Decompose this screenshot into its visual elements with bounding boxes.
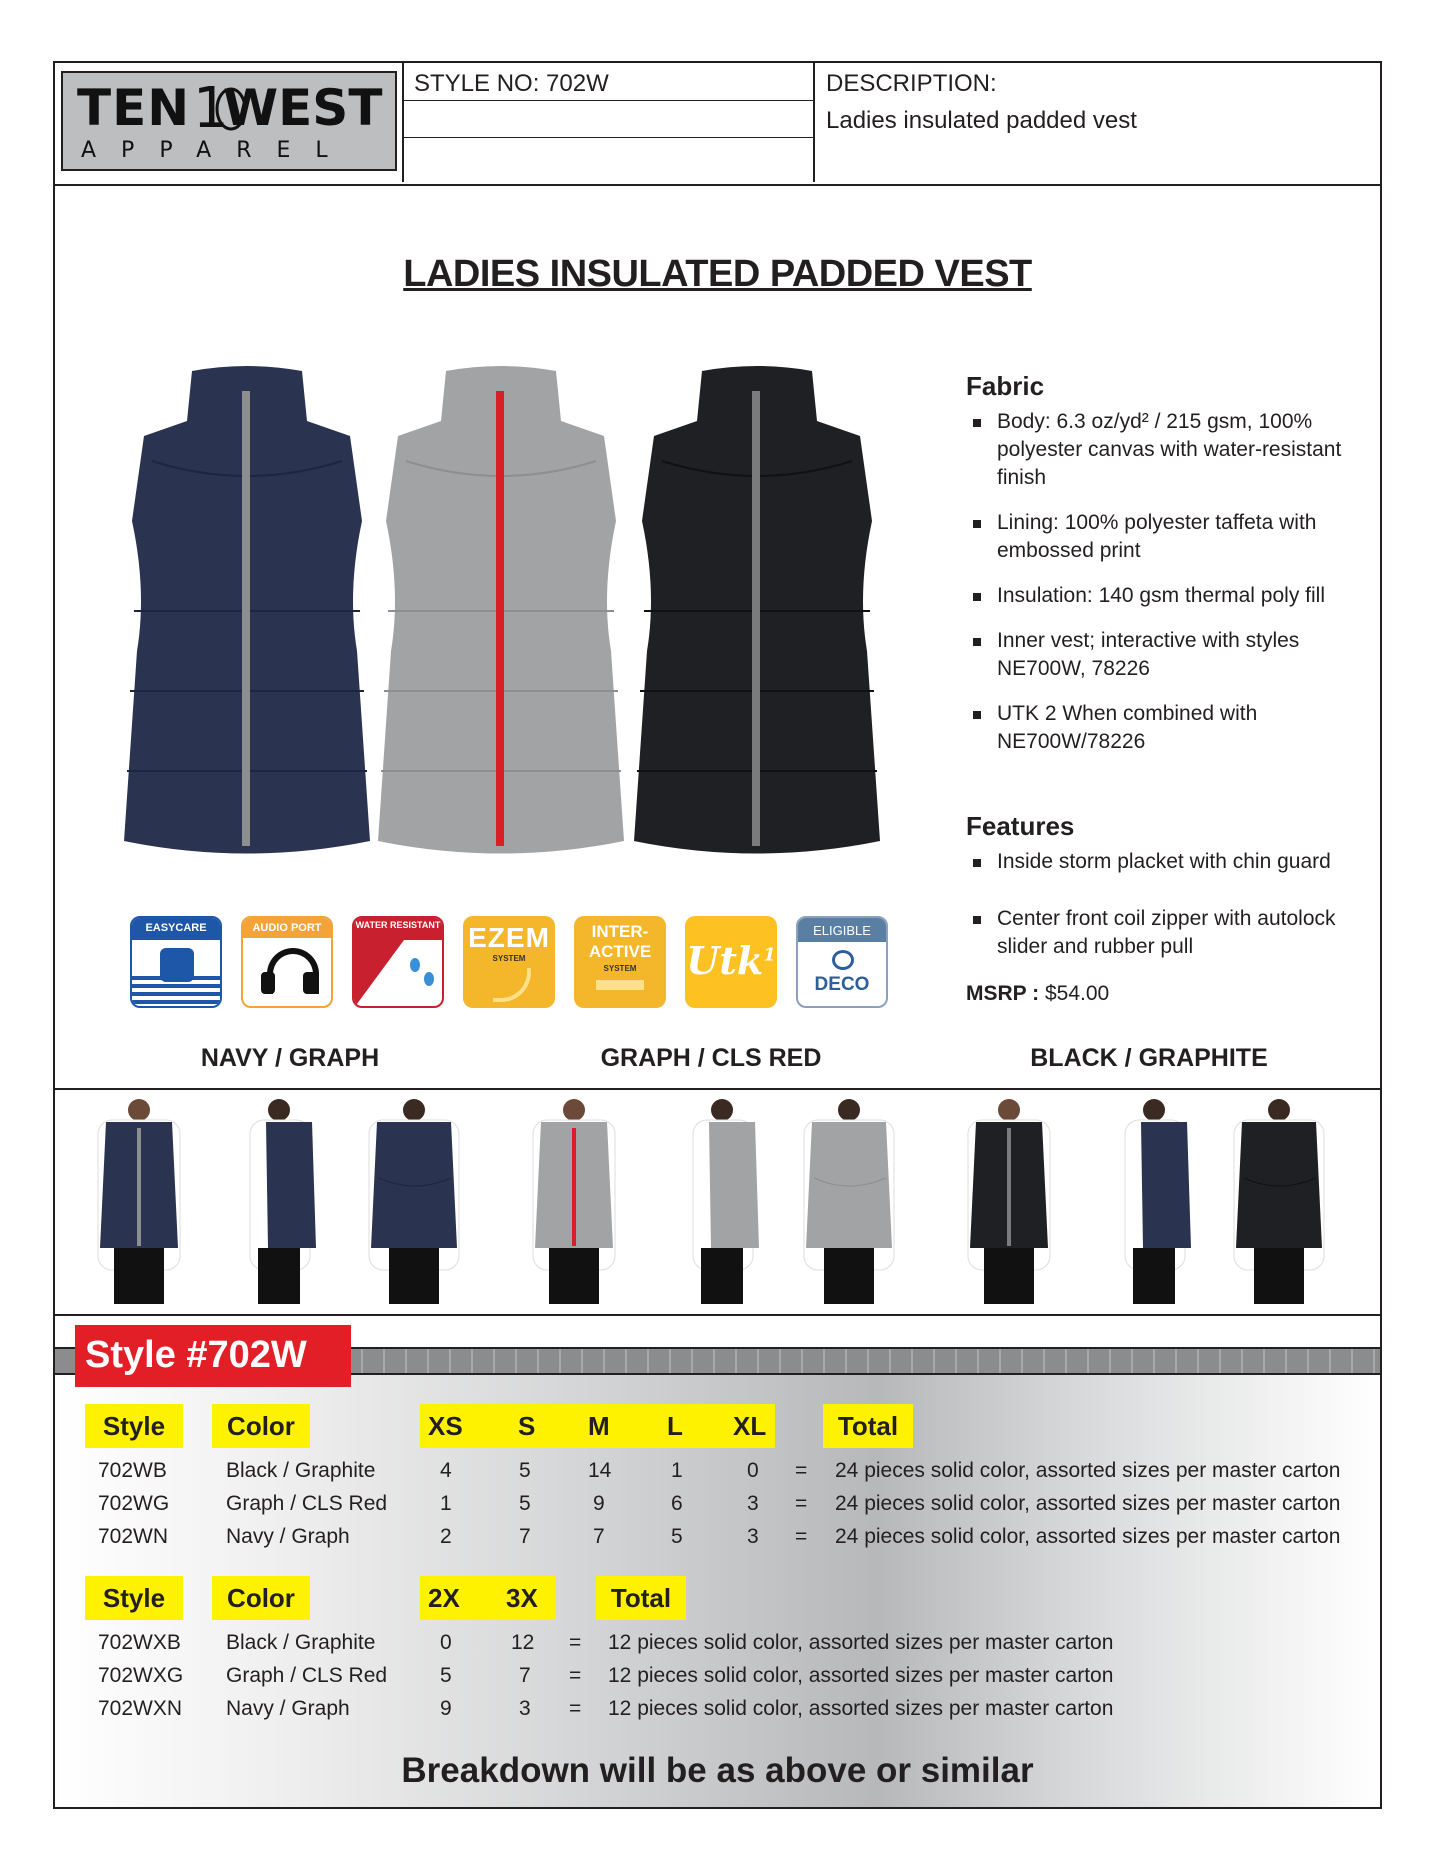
cell-eq: =	[569, 1664, 582, 1687]
cell-qty: 9	[440, 1697, 452, 1720]
model-navy-back	[355, 1098, 473, 1304]
msrp-label: MSRP :	[966, 982, 1040, 1005]
model-black-front	[950, 1098, 1068, 1304]
cell-color: Graph / CLS Red	[226, 1492, 388, 1515]
cell-total: 12 pieces solid color, assorted sizes per master carton	[608, 1697, 1114, 1720]
cell-qty: 14	[588, 1459, 612, 1482]
cell-qty: 3	[747, 1492, 759, 1515]
model-graph-side	[663, 1098, 781, 1304]
cell-qty: 0	[440, 1631, 452, 1654]
table2-header-color: Color	[212, 1576, 310, 1620]
size-header: L	[667, 1411, 683, 1441]
size-header: S	[518, 1411, 536, 1441]
model-photos	[55, 1088, 1380, 1316]
cell-style: 702WXG	[98, 1664, 184, 1687]
table2-header-style: Style	[85, 1576, 183, 1620]
size-header: 3X	[506, 1583, 538, 1613]
cell-eq: =	[795, 1459, 808, 1482]
table2-header-total: Total	[596, 1576, 686, 1620]
vest-black-image	[622, 361, 892, 861]
cell-qty: 2	[440, 1525, 452, 1548]
model-graph-back	[790, 1098, 908, 1304]
table1-header-sizes	[420, 1404, 775, 1448]
list-item: Lining: 100% polyester taffeta with embossed print	[966, 509, 1366, 565]
header	[55, 63, 1380, 186]
vest-graph-image	[366, 361, 636, 861]
model-navy-front	[80, 1098, 198, 1304]
vest-navy-image	[112, 361, 382, 861]
spec-sheet	[53, 61, 1382, 1809]
cell-qty: 12	[511, 1631, 535, 1654]
size-header: XL	[733, 1411, 767, 1441]
fabric-list	[966, 408, 1366, 756]
features-heading: Features	[966, 811, 1075, 841]
utk-icon: Utk$^1$	[685, 916, 777, 1008]
audio-port-icon: AUDIO PORT	[241, 916, 333, 1008]
svg-text:1: 1	[193, 76, 229, 141]
cell-color: Navy / Graph	[226, 1525, 350, 1548]
easycare-icon: EASYCARE	[130, 916, 222, 1008]
model-graph-front	[515, 1098, 633, 1304]
features-list	[966, 848, 1366, 961]
list-item: Insulation: 140 gsm thermal poly fill	[966, 582, 1366, 610]
size-header: M	[588, 1411, 610, 1441]
size-header: XS	[428, 1411, 463, 1441]
model-black-side	[1095, 1098, 1213, 1304]
list-item: Center front coil zipper with autolock slider and rubber pull	[966, 905, 1366, 961]
style-number: STYLE NO: 702W	[414, 70, 609, 97]
cell-eq: =	[569, 1631, 582, 1654]
list-item: Inner vest; interactive with styles NE700W, 78226	[966, 627, 1366, 683]
cell-qty: 5	[519, 1492, 531, 1515]
cell-qty: 6	[671, 1492, 683, 1515]
cell-qty: 7	[519, 1664, 531, 1687]
cell-qty: 9	[593, 1492, 605, 1515]
water-resistant-icon: WATER RESISTANT	[352, 916, 444, 1008]
cell-qty: 1	[440, 1492, 452, 1515]
cell-qty: 5	[440, 1664, 452, 1687]
cell-color: Black / Graphite	[226, 1459, 376, 1482]
cell-total: 24 pieces solid color, assorted sizes per master carton	[835, 1492, 1341, 1515]
cell-qty: 3	[519, 1697, 531, 1720]
description-label: DESCRIPTION:	[826, 70, 997, 97]
svg-text:TEN: TEN	[77, 79, 191, 137]
cell-qty: 5	[671, 1525, 683, 1548]
table1-header-color: Color	[212, 1404, 310, 1448]
style-badge: Style #702W	[75, 1325, 351, 1387]
header-rule	[404, 100, 813, 101]
description-value: Ladies insulated padded vest	[826, 107, 1137, 134]
cell-total: 24 pieces solid color, assorted sizes per master carton	[835, 1525, 1341, 1548]
svg-text:APPAREL: APPAREL	[81, 138, 353, 163]
cell-style: 702WB	[98, 1459, 167, 1482]
cell-style: 702WN	[98, 1525, 169, 1548]
colorway-label: BLACK / GRAPHITE	[1030, 1044, 1268, 1072]
cell-color: Navy / Graph	[226, 1697, 350, 1720]
list-item: UTK 2 When combined with NE700W/78226	[966, 700, 1366, 756]
msrp	[966, 982, 1109, 1006]
cell-style: 702WXN	[98, 1697, 183, 1720]
cell-qty: 7	[519, 1525, 531, 1548]
msrp-value: $54.00	[1044, 982, 1110, 1005]
ezem-icon: EZEM SYSTEM	[463, 916, 555, 1008]
breakdown-note: Breakdown will be as above or similar	[401, 1751, 1034, 1790]
table1-header-style: Style	[85, 1404, 183, 1448]
eligible-deco-icon: ELIGIBLE DECO	[796, 916, 888, 1008]
interactive-icon: INTER-ACTIVE SYSTEM	[574, 916, 666, 1008]
model-black-back	[1220, 1098, 1338, 1304]
cell-color: Graph / CLS Red	[226, 1664, 388, 1687]
cell-qty: 5	[519, 1459, 531, 1482]
table1-header-total: Total	[823, 1404, 913, 1448]
cell-color: Black / Graphite	[226, 1631, 376, 1654]
header-divider	[813, 63, 815, 182]
fabric-heading: Fabric	[966, 371, 1045, 401]
cell-qty: 3	[747, 1525, 759, 1548]
cell-qty: 7	[593, 1525, 605, 1548]
cell-total: 12 pieces solid color, assorted sizes per master carton	[608, 1664, 1114, 1687]
cell-total: 12 pieces solid color, assorted sizes per master carton	[608, 1631, 1114, 1654]
cell-eq: =	[569, 1697, 582, 1720]
header-rule	[404, 137, 813, 138]
brand-logo	[61, 71, 397, 171]
list-item: Inside storm placket with chin guard	[966, 848, 1366, 876]
cell-style: 702WXB	[98, 1631, 181, 1654]
list-item: Body: 6.3 oz/yd² / 215 gsm, 100% polyester canvas with water-resistant finish	[966, 408, 1366, 492]
colorway-label: NAVY / GRAPH	[200, 1044, 380, 1072]
cell-qty: 4	[440, 1459, 452, 1482]
model-navy-side	[220, 1098, 338, 1304]
header-divider	[402, 63, 404, 182]
cell-style: 702WG	[98, 1492, 170, 1515]
cell-eq: =	[795, 1492, 808, 1515]
size-header: 2X	[428, 1583, 460, 1613]
page-title: LADIES INSULATED PADDED VEST	[403, 253, 1032, 295]
cell-qty: 0	[747, 1459, 759, 1482]
cell-qty: 1	[671, 1459, 683, 1482]
table2-header-sizes	[420, 1576, 556, 1620]
svg-text:WEST: WEST	[223, 79, 383, 137]
logo-graphic	[63, 73, 395, 169]
cell-eq: =	[795, 1525, 808, 1548]
colorway-label: GRAPH / CLS RED	[600, 1044, 822, 1072]
cell-total: 24 pieces solid color, assorted sizes per master carton	[835, 1459, 1341, 1482]
